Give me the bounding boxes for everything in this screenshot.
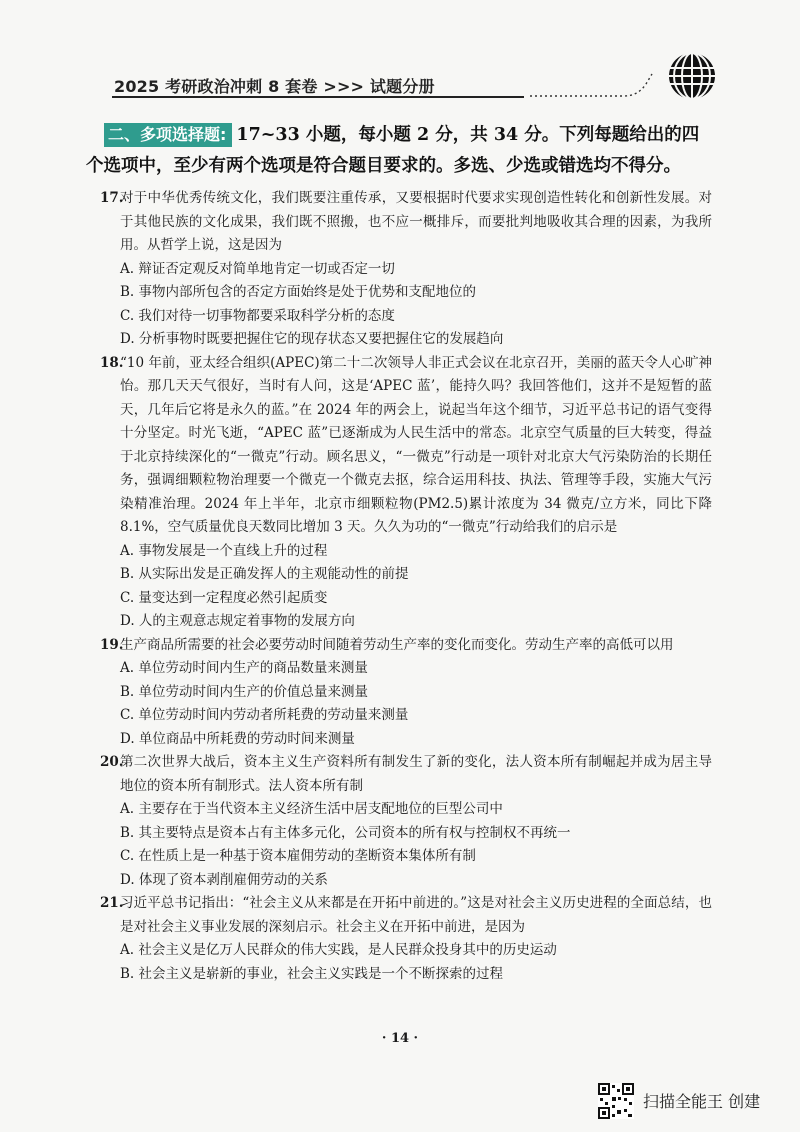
option-b: B. 其主要特点是资本占有主体多元化，公司资本的所有权与控制权不再统一 [120,824,571,841]
option-b: B. 社会主义是崭新的事业，社会主义实践是一个不断探索的过程 [120,965,504,982]
page-number: · 14 · [381,1031,419,1046]
question-stem: 第二次世界大战后，资本主义生产资料所有制发生了新的变化，法人资本所有制崛起并成为居主导地位的资本所有制形式。法人资本所有制 [120,754,712,794]
question-list [100,187,712,986]
option-b: B. 单位劳动时间内生产的价值总量来测量 [120,683,369,700]
question-number: 20. [100,754,124,770]
section-header [86,120,716,182]
option-a: A. 辩证否定观反对简单地肯定一切或否定一切 [120,260,395,277]
option-d: D. 单位商品中所耗费的劳动时间来测量 [120,730,355,747]
option-c: C. 量变达到一定程度必然引起质变 [120,589,328,606]
question-17 [100,187,712,352]
section-tag: 二、多项选择题: [104,123,232,147]
header-dotted-rule [528,72,668,98]
header-title: 2025 考研政治冲刺 8 套卷 >>> 试题分册 [114,77,435,96]
section-instruction-line2: 个选项中，至少有两个选项是符合题目要求的。多选、少选或错选均不得分。 [86,156,681,176]
question-stem: 生产商品所需要的社会必要劳动时间随着劳动生产率的变化而变化。劳动生产率的高低可以用 [120,636,674,653]
globe-icon [666,50,718,102]
option-d: D. 人的主观意志规定着事物的发展方向 [120,613,355,629]
option-a: A. 单位劳动时间内生产的商品数量来测量 [120,660,368,676]
question-21 [100,892,712,986]
question-number: 21. [100,895,124,911]
question-stem: “10 年前，亚太经合组织(APEC)第二十二次领导人非正式会议在北京召开，美丽的蓝天令人心旷神怡。那几天天气很好，当时有人问，这是‘APEC 蓝’，能持久吗？我回答他们，这并不是短暂的蓝天，几年后它将是永久的蓝。”在 2024 年的两会上，说起当年这个细节，习近平总书记的语气变得十分坚定。时光飞逝，“APEC 蓝”已逐渐成为人民生活中的常态。北京空气质量的巨大转变，得益于北京持续深化的“一微克”行动。顾名思义，“一微克”行动是一项针对北京大气污染防治的长期任务，强调细颗粒物治理要一个微克一个微克去抠，综合运用科技、执法、管理等手段，实施大气污染精准治理。2024 年上半年，北京市细颗粒物(PM2.5)累计浓度为 34 微克/立方米，同比下降 8.1%，空气质量优良天数同比增加 3 天。久久为功的“一微克”行动给我们的启示是 [120,354,712,535]
question-number: 19. [100,636,124,653]
question-19 [100,634,712,752]
question-number: 17. [100,190,124,206]
option-c: C. 单位劳动时间内劳动者所耗费的劳动量来测量 [120,707,409,723]
option-c: C. 在性质上是一种基于资本雇佣劳动的垄断资本集体所有制 [120,848,476,864]
header-rule [112,96,524,98]
option-a: A. 事物发展是一个直线上升的过程 [120,542,328,559]
question-20 [100,751,712,892]
question-18 [100,352,712,634]
option-c: C. 我们对待一切事物都要采取科学分析的态度 [120,307,395,324]
question-stem: 习近平总书记指出：“社会主义从来都是在开拓中前进的。”这是对社会主义历史进程的全面总结，也是对社会主义事业发展的深刻启示。社会主义在开拓中前进，是因为 [120,895,712,935]
option-b: B. 从实际出发是正确发挥人的主观能动性的前提 [120,566,409,582]
question-number: 18. [100,354,124,371]
question-stem: 对于中华优秀传统文化，我们既要注重传承，又要根据时代要求实现创造性转化和创新性发展。对于其他民族的文化成果，我们既不照搬，也不应一概排斥，而要批判地吸收其合理的因素，为我所用。从哲学上说，这是因为 [120,190,712,253]
option-d: D. 分析事物时既要把握住它的现存状态又要把握住它的发展趋向 [120,331,504,347]
watermark-text: 扫描全能王 创建 [643,1092,761,1111]
option-d: D. 体现了资本剥削雇佣劳动的关系 [120,871,328,888]
section-instruction-line1: 17~33 小题，每小题 2 分，共 34 分。下列每题给出的四 [236,125,700,145]
option-a: A. 主要存在于当代资本主义经济生活中居支配地位的巨型公司中 [120,801,503,817]
qr-code-icon [598,1083,634,1119]
option-a: A. 社会主义是亿万人民群众的伟大实践，是人民群众投身其中的历史运动 [120,942,557,958]
option-b: B. 事物内部所包含的否定方面始终是处于优势和支配地位的 [120,284,477,300]
